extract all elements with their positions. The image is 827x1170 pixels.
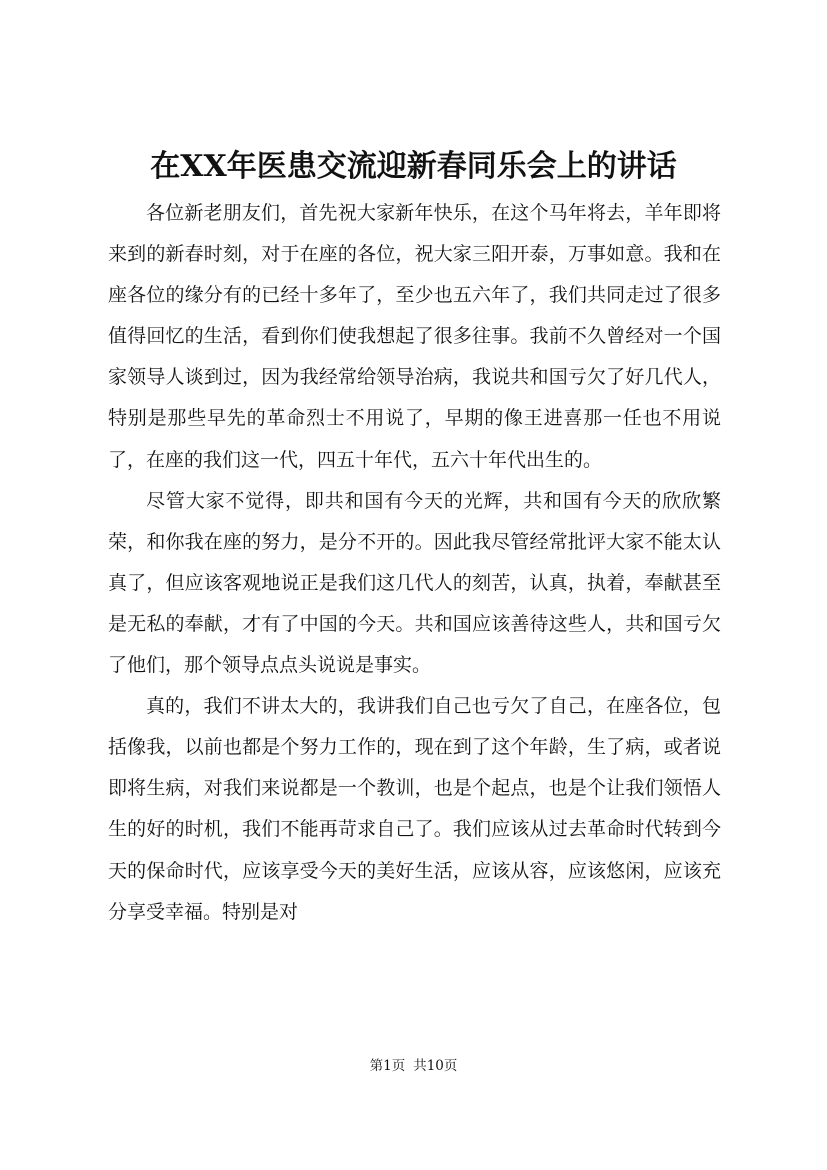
page-footer	[0, 1056, 827, 1076]
page-number-current: 第1页	[369, 1058, 406, 1074]
paragraph-3: 真的，我们不讲太大的，我讲我们自己也亏欠了自己，在座各位，包括像我，以前也都是个努力工作的，现在到了这个年龄，生了病，或者说即将生病，对我们来说都是一个教训，也是个起点，也是个让我们领悟人生的好的时机，我们不能再苛求自己了。我们应该从过去革命时代转到今天的保命时代，应该享受今天的美好生活，应该从容，应该悠闲，应该充分享受幸福。特别是对	[108, 695, 721, 923]
document-body	[108, 193, 721, 933]
paragraph-2: 尽管大家不觉得，即共和国有今天的光辉，共和国有今天的欣欣繁荣，和你我在座的努力，是分不开的。因此我尽管经常批评大家不能太认真了，但应该客观地说正是我们这几代人的刻苦，认真，执着，奉献甚至是无私的奉献，才有了中国的今天。共和国应该善待这些人，共和国亏欠了他们，那个领导点点头说说是事实。	[108, 489, 721, 677]
document-title: 在XX年医患交流迎新春同乐会上的讲话	[150, 149, 677, 184]
page-number-total: 共10页	[413, 1058, 458, 1074]
paragraph-1: 各位新老朋友们，首先祝大家新年快乐，在这个马年将去，羊年即将来到的新春时刻，对于在座的各位，祝大家三阳开泰，万事如意。我和在座各位的缘分有的已经十多年了，至少也五六年了，我们共同走过了很多值得回忆的生活，看到你们使我想起了很多往事。我前不久曾经对一个国家领导人谈到过，因为我经常给领导治病，我说共和国亏欠了好几代人，特别是那些早先的革命烈士不用说了，早期的像王进喜那一任也不用说了，在座的我们这一代，四五十年代，五六十年代出生的。	[108, 202, 721, 471]
